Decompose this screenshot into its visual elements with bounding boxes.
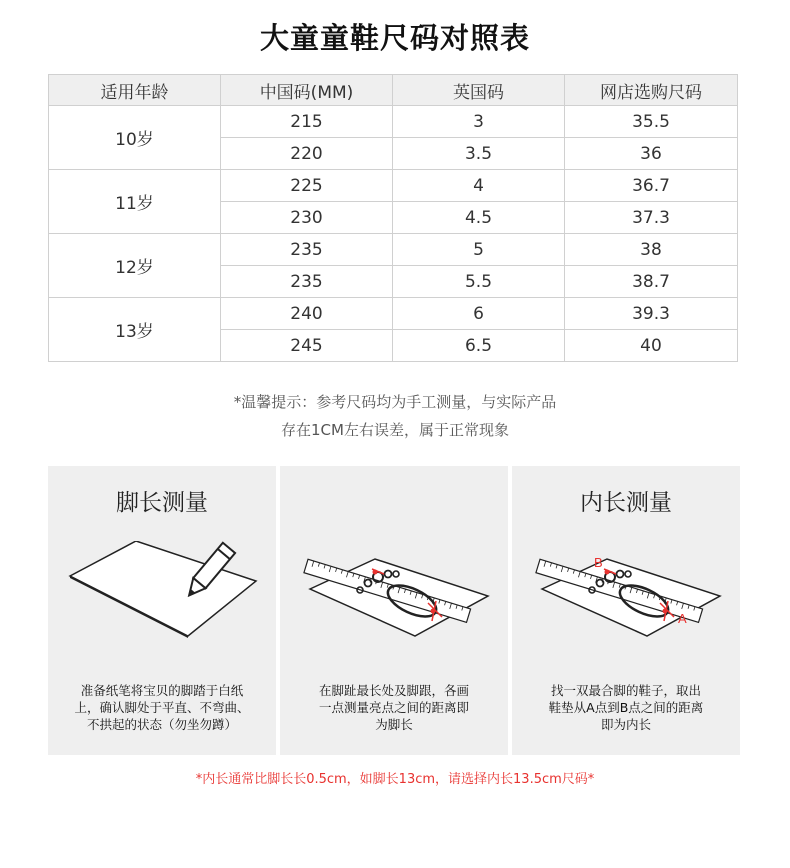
shop-size-cell: 40 <box>565 330 738 362</box>
china-size-cell: 245 <box>221 330 393 362</box>
point-b-label: B <box>594 555 603 570</box>
header-uk-size: 英国码 <box>393 75 565 106</box>
china-size-cell: 220 <box>221 138 393 170</box>
size-chart-table <box>48 74 738 362</box>
uk-size-cell: 5.5 <box>393 266 565 298</box>
table-row <box>49 298 738 330</box>
table-row <box>49 106 738 138</box>
panel-foot-ruler <box>280 466 508 755</box>
age-cell: 13岁 <box>49 298 221 362</box>
table-header-row <box>49 75 738 106</box>
age-cell: 10岁 <box>49 106 221 170</box>
shop-size-cell: 35.5 <box>565 106 738 138</box>
panel-title: 脚长测量 <box>116 490 208 516</box>
shop-size-cell: 36.7 <box>565 170 738 202</box>
desc-line: 即为内长 <box>600 717 651 732</box>
shop-size-cell: 39.3 <box>565 298 738 330</box>
age-cell: 11岁 <box>49 170 221 234</box>
shop-size-cell: 38.7 <box>565 266 738 298</box>
foot-ruler-icon <box>280 541 508 671</box>
desc-line: 找一双最合脚的鞋子，取出 <box>550 683 701 698</box>
desc-line: 鞋垫从A点到B点之间的距离 <box>548 700 704 715</box>
uk-size-cell: 4.5 <box>393 202 565 234</box>
tip-line-1: *温馨提示：参考尺码均为手工测量，与实际产品 <box>233 393 557 411</box>
uk-size-cell: 6 <box>393 298 565 330</box>
uk-size-cell: 6.5 <box>393 330 565 362</box>
header-shop-size: 网店选购尺码 <box>565 75 738 106</box>
china-size-cell: 225 <box>221 170 393 202</box>
desc-line: 一点测量亮点之间的距离即 <box>318 700 469 715</box>
panel-foot-length <box>48 466 276 755</box>
header-age: 适用年龄 <box>49 75 221 106</box>
insole-ruler-icon <box>512 541 740 671</box>
panel-desc <box>290 682 498 733</box>
panel-inner-length <box>512 466 740 755</box>
panel-title: 内长测量 <box>580 490 672 516</box>
page-title: 大童童鞋尺码对照表 <box>259 21 530 55</box>
shop-size-cell: 38 <box>565 234 738 266</box>
uk-size-cell: 3 <box>393 106 565 138</box>
panel-desc <box>58 682 266 733</box>
point-a-label: A <box>678 611 687 626</box>
china-size-cell: 235 <box>221 234 393 266</box>
table-row <box>49 234 738 266</box>
header-china-size: 中国码(MM) <box>221 75 393 106</box>
desc-line: 不拱起的状态（勿坐勿蹲） <box>86 717 237 732</box>
china-size-cell: 235 <box>221 266 393 298</box>
tip-line-2: 存在1CM左右误差，属于正常现象 <box>281 421 509 439</box>
uk-size-cell: 3.5 <box>393 138 565 170</box>
paper-pencil-icon <box>48 541 276 671</box>
china-size-cell: 230 <box>221 202 393 234</box>
tip-note <box>0 388 790 444</box>
china-size-cell: 240 <box>221 298 393 330</box>
desc-line: 准备纸笔将宝贝的脚踏于白纸 <box>80 683 244 698</box>
desc-line: 在脚趾最长处及脚跟，各画 <box>318 683 469 698</box>
table-row <box>49 170 738 202</box>
uk-size-cell: 5 <box>393 234 565 266</box>
bottom-note: *内长通常比脚长长0.5cm，如脚长13cm，请选择内长13.5cm尺码* <box>195 772 595 787</box>
uk-size-cell: 4 <box>393 170 565 202</box>
panel-desc <box>522 682 730 733</box>
desc-line: 为脚长 <box>375 717 413 732</box>
desc-line: 上，确认脚处于平直、不弯曲、 <box>74 700 250 715</box>
age-cell: 12岁 <box>49 234 221 298</box>
shop-size-cell: 37.3 <box>565 202 738 234</box>
china-size-cell: 215 <box>221 106 393 138</box>
shop-size-cell: 36 <box>565 138 738 170</box>
